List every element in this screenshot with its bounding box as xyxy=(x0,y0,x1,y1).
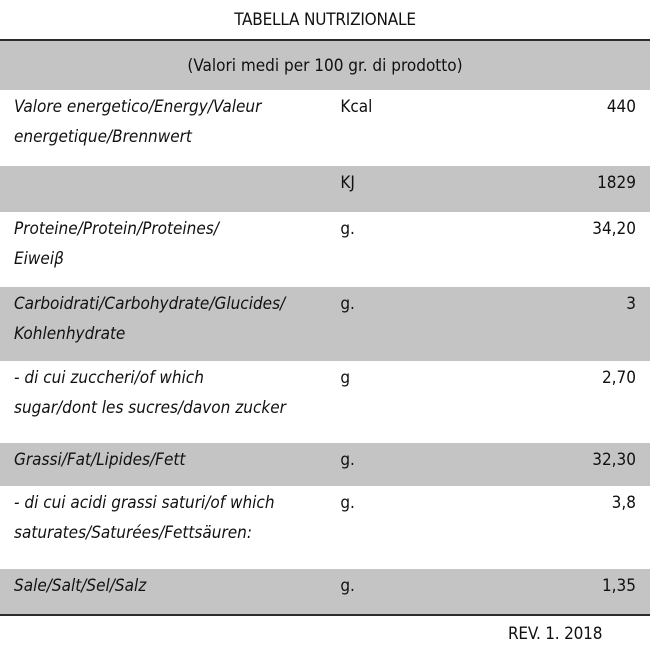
nutrient-name-line2: Eiweiβ xyxy=(14,249,64,269)
nutrient-name xyxy=(0,569,340,615)
nutrient-name xyxy=(0,212,340,287)
nutrient-value: 3,8 xyxy=(611,493,636,513)
nutrient-value: 1,35 xyxy=(494,569,650,615)
table-row-saturates xyxy=(0,486,650,569)
table-row-carbohydrate xyxy=(0,287,650,361)
nutrient-name-line1: Proteine/Protein/Proteines/ xyxy=(14,219,219,239)
nutrient-unit: Kcal xyxy=(340,97,373,117)
nutrient-name xyxy=(0,166,340,212)
nutrient-name-line1: Valore energetico/Energy/Valeur xyxy=(14,97,262,117)
revision-label: REV. 1. 2018 xyxy=(508,624,603,644)
nutrient-unit: g. xyxy=(340,569,493,615)
nutrient-unit: g xyxy=(340,368,351,388)
nutrient-name-line1: Sale/Salt/Sel/Salz xyxy=(14,576,147,596)
table-row-energy-kj xyxy=(0,166,650,212)
nutrient-value: 3 xyxy=(494,287,650,361)
nutrient-unit: KJ xyxy=(340,166,493,212)
table-row-salt xyxy=(0,569,650,615)
nutrient-name xyxy=(0,443,340,486)
nutrient-name-line1: Grassi/Fat/Lipides/Fett xyxy=(14,450,186,470)
table-row-sugars xyxy=(0,361,650,443)
table-row-protein xyxy=(0,212,650,287)
nutrient-name xyxy=(0,361,340,443)
table-subtitle: (Valori medi per 100 gr. di prodotto) xyxy=(0,40,650,90)
nutrient-unit: g. xyxy=(340,219,355,239)
nutrient-name xyxy=(0,486,340,569)
nutrient-name-line2: energetique/Brennwert xyxy=(14,127,192,147)
nutrient-value: 2,70 xyxy=(601,368,636,388)
table-row-fat xyxy=(0,443,650,486)
nutrient-value: 1829 xyxy=(494,166,650,212)
nutrient-value: 34,20 xyxy=(592,219,636,239)
subtitle-row xyxy=(0,40,650,90)
nutrient-name-line1: - di cui zuccheri/of which xyxy=(14,368,204,388)
title-row xyxy=(0,0,650,40)
nutrient-name-line1: Carboidrati/Carbohydrate/Glucides/ xyxy=(14,294,286,314)
nutrient-name-line2: saturates/Saturées/Fettsäuren: xyxy=(14,523,252,543)
nutrient-name xyxy=(0,287,340,361)
table-row-energy-kcal xyxy=(0,90,650,166)
nutrient-name-line2: sugar/dont les sucres/davon zucker xyxy=(14,398,286,418)
nutrient-unit: g. xyxy=(340,443,493,486)
nutrient-value: 440 xyxy=(606,97,636,117)
nutrient-name-line2: Kohlenhydrate xyxy=(14,324,126,344)
nutrient-unit: g. xyxy=(340,287,493,361)
nutrient-name xyxy=(0,90,340,166)
nutrient-name-line1: - di cui acidi grassi saturi/of which xyxy=(14,493,275,513)
nutrient-value: 32,30 xyxy=(494,443,650,486)
nutrient-unit: g. xyxy=(340,493,355,513)
table-title: TABELLA NUTRIZIONALE xyxy=(0,0,650,40)
